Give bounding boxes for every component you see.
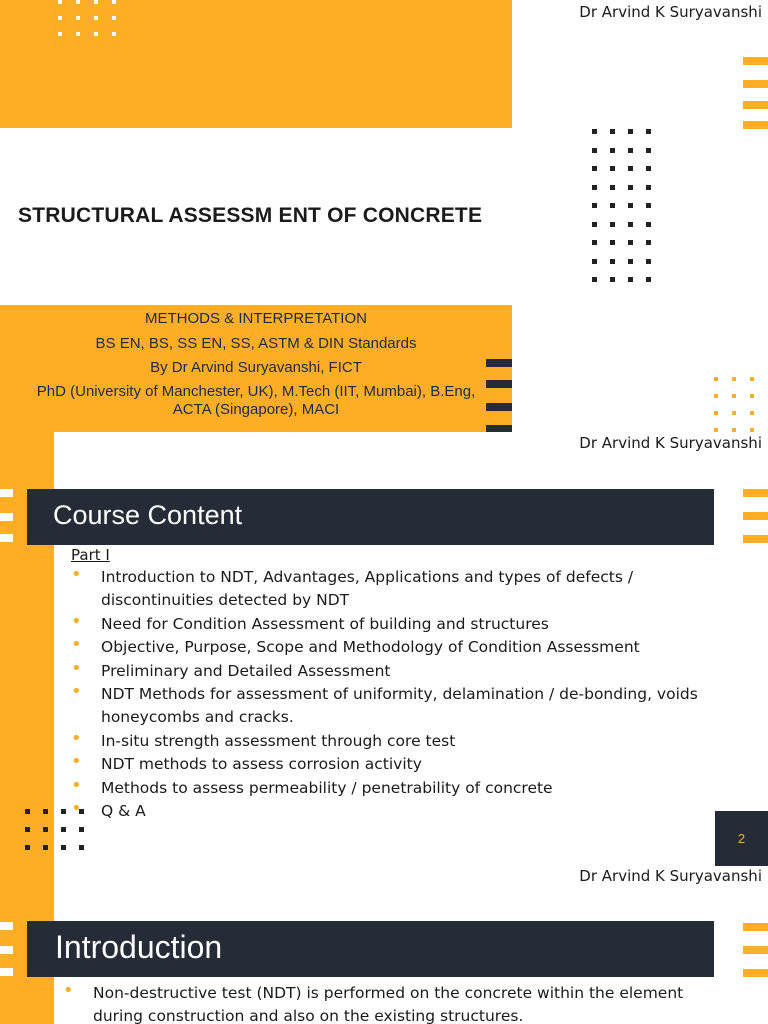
list-item: • Preliminary and Detailed Assessment: [71, 660, 741, 683]
introduction-body: [63, 982, 723, 1024]
course-content-body: [71, 544, 741, 823]
content-list: [63, 982, 723, 1024]
list-item: • NDT Methods for assessment of uniformity, delamination / de-bonding, voids honeycombs and cracks.: [71, 683, 741, 730]
slide-heading: Introduction: [55, 929, 223, 965]
course-content-slide: [0, 432, 768, 866]
dark-dot-pattern: [592, 129, 651, 282]
slide-title: STRUCTURAL ASSESSM ENT OF CONCRETE: [18, 204, 483, 227]
list-item: • Introduction to NDT, Advantages, Applications and types of defects / discontinuities detected by NDT: [71, 566, 741, 613]
subtitle-line: METHODS & INTERPRETATION: [145, 310, 367, 327]
heading-bar: [27, 921, 714, 977]
title-slide: [0, 0, 768, 432]
dark-dot-pattern: [25, 809, 84, 850]
content-list: [71, 566, 741, 823]
white-dot-pattern: [58, 0, 116, 36]
author-name: Dr Arvind K Suryavanshi: [579, 867, 762, 885]
orange-dot-pattern: [714, 377, 768, 432]
subtitle-line: By Dr Arvind Suryavanshi, FICT: [150, 359, 362, 376]
list-item: • Q & A: [71, 800, 741, 823]
list-item: • NDT methods to assess corrosion activity: [71, 753, 741, 776]
subtitle-line: PhD (University of Manchester, UK), M.Tech (IIT, Mumbai), B.Eng, ACTA (Singapore), MACI: [36, 382, 476, 418]
list-item: • Non-destructive test (NDT) is performed on the concrete within the element during construction and also on the existing structures.: [63, 982, 723, 1024]
list-item: • Methods to assess permeability / penetrability of concrete: [71, 777, 741, 800]
part-label: Part I: [71, 546, 110, 564]
introduction-slide: [0, 866, 768, 1024]
list-item: • Need for Condition Assessment of building and structures: [71, 613, 741, 636]
subtitle-line: BS EN, BS, SS EN, SS, ASTM & DIN Standards: [95, 334, 417, 352]
list-item: • In-situ strength assessment through core test: [71, 730, 741, 753]
page-number: 2: [715, 811, 768, 866]
heading-bar: [27, 489, 714, 545]
subtitle-box: [0, 305, 512, 432]
list-item: • Objective, Purpose, Scope and Methodology of Condition Assessment: [71, 636, 741, 659]
author-name: Dr Arvind K Suryavanshi: [579, 434, 762, 452]
author-name: Dr Arvind K Suryavanshi: [579, 3, 762, 21]
slide-heading: Course Content: [53, 500, 243, 530]
